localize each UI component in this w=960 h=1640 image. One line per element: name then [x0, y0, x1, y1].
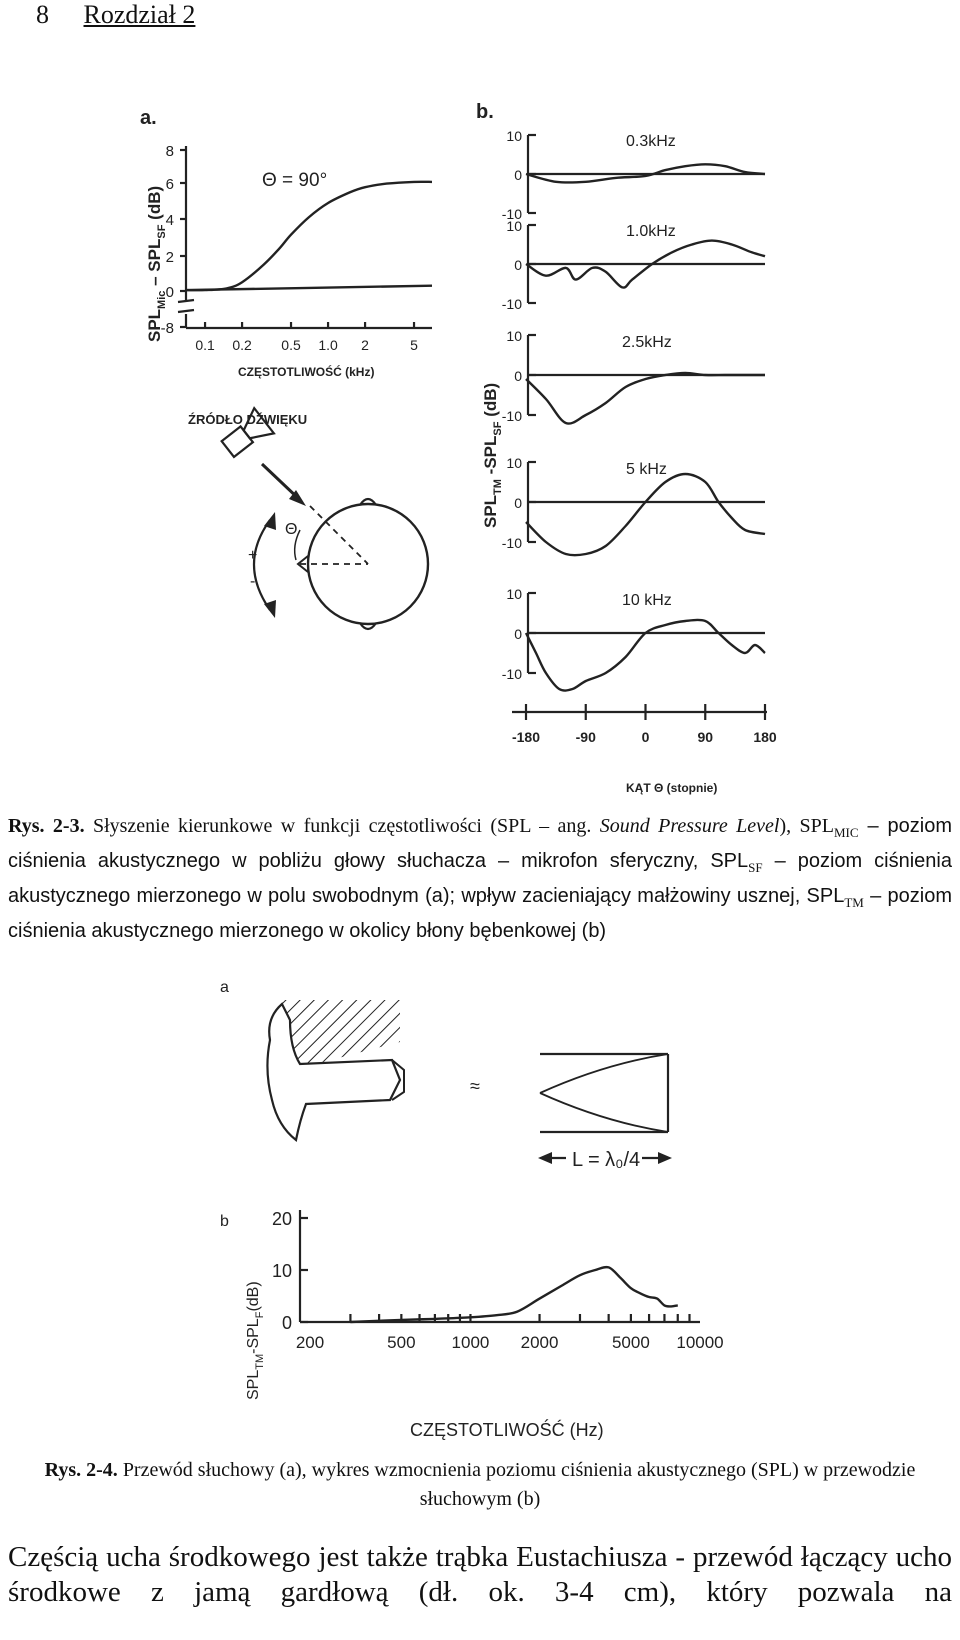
y-tick-label: 2 — [165, 249, 174, 266]
caption-text: Przewód słuchowy (a), wykres wzmocnienia poziomu ciśnienia akustycznego (SPL) w przewodzie słuchowym (b) — [117, 1459, 916, 1510]
y-tick-label: -10 — [501, 206, 522, 222]
panel-a-curves — [186, 182, 432, 290]
minus-sign: - — [250, 573, 256, 590]
chapter-title: Rozdział 2 — [83, 0, 196, 29]
x-tick-label: 10000 — [676, 1333, 724, 1352]
x-tick-label: 2 — [361, 337, 369, 353]
standing-wave-upper — [540, 1054, 668, 1093]
panel-a-label: a. — [140, 107, 157, 129]
frequency-label: 10 kHz — [622, 592, 672, 609]
panel-a-xlabel: CZĘSTOTLIWOŚĆ (kHz) — [238, 365, 375, 379]
fig24-curves — [350, 1267, 677, 1322]
theta-symbol: Θ — [285, 521, 298, 538]
y-tick-label: -10 — [501, 408, 522, 424]
y-tick-label: 6 — [165, 176, 174, 193]
y-tick-label: -10 — [501, 535, 522, 551]
figure-2-3-caption — [8, 812, 952, 946]
fig23-panel-b — [476, 101, 777, 795]
frequency-label: 2.5kHz — [622, 334, 672, 351]
x-tick-label: 200 — [295, 1333, 325, 1352]
x-tick-label: 0.2 — [232, 337, 252, 353]
page-number: 8 — [36, 0, 49, 29]
caption-text-5: – poziom ciśnienia akustycznego mierzonego w okolicy błony bębenkowej (b) — [8, 885, 952, 942]
panel-b-label: b. — [476, 101, 494, 123]
y-tick-label: -10 — [501, 296, 522, 312]
fig24-panel-a-label: a — [220, 979, 229, 996]
x-tick-label: 5000 — [611, 1333, 650, 1352]
panel-a-ylabel: $SPL_{Mic} - SPL_{SF}$ (dB) — [145, 185, 168, 342]
fig24-panel-b — [220, 1209, 724, 1440]
x-tick-label: -90 — [575, 729, 596, 745]
caption-sub-tm: TM — [844, 895, 864, 910]
fig24-panel-b-ylabel: $SPL_{TM}-SPL_F(dB)$ — [245, 1281, 266, 1400]
length-label: L = λ₀/4 — [572, 1149, 641, 1171]
axis-break-mark — [178, 300, 194, 312]
fig23-panel-a — [140, 107, 432, 379]
subplot-0.3khz — [502, 128, 765, 222]
arrow-left-icon — [538, 1152, 552, 1164]
sound-source-label: ŹRÓDŁO DŹWIĘKU — [188, 412, 308, 427]
y-tick-label: 0 — [514, 626, 522, 642]
y-tick-label: 10 — [506, 455, 522, 471]
x-tick-label: 1.0 — [318, 337, 338, 353]
y-tick-label: 10 — [506, 328, 522, 344]
y-tick-label: 20 — [271, 1209, 292, 1229]
y-tick-label: 8 — [165, 143, 174, 160]
x-tick-label: -180 — [511, 729, 541, 745]
caption-text-1: Słyszenie kierunkowe w funkcji częstotliwości (SPL – ang. — [84, 815, 600, 837]
directional-curve — [526, 373, 765, 424]
incidence-line — [310, 506, 368, 564]
frequency-label: 0.3kHz — [626, 133, 676, 150]
caption-italic: Sound Pressure Level — [599, 815, 780, 837]
body-paragraph: Częścią ucha środkowego jest także trąbka Eustachiusza - przewód łączący ucho środkowe z jamą gardłową (dł. ok. 3-4 cm), który pozwala na — [8, 1541, 952, 1608]
y-tick-label: 0 — [514, 495, 522, 511]
standing-wave-lower — [540, 1093, 668, 1132]
plus-sign: + — [248, 547, 258, 564]
rotation-arc — [254, 520, 270, 610]
caption-label: Rys. 2-3. — [8, 815, 85, 837]
caption-text-2: ), SPL — [779, 815, 834, 837]
x-tick-label: 1000 — [451, 1333, 490, 1352]
directional-curve — [526, 620, 765, 691]
fig24-axes — [272, 1209, 724, 1352]
frequency-label: 1.0kHz — [626, 223, 676, 240]
x-tick-label: 0 — [641, 729, 650, 745]
fig24-panel-b-label: b — [220, 1213, 229, 1230]
gain-curve — [350, 1267, 677, 1322]
sound-source-diagram — [188, 408, 428, 629]
x-tick-label: 0.5 — [281, 337, 301, 353]
fig24-xlabel: CZĘSTOTLIWOŚĆ (Hz) — [410, 1420, 604, 1440]
figure-2-4-caption — [8, 1456, 952, 1514]
frequency-label: 5 kHz — [626, 461, 667, 478]
caption-label: Rys. 2-4. — [44, 1459, 118, 1481]
directional-curve — [526, 474, 765, 555]
y-tick-label: 0 — [514, 167, 522, 183]
y-tick-label: 10 — [506, 218, 522, 234]
x-tick-label: 500 — [387, 1333, 416, 1352]
theta-annotation: Θ = 90° — [262, 170, 328, 191]
caption-sub-sf: SF — [748, 860, 763, 875]
caption-text-4: – poziom ciśnienia akustycznego mierzonego w polu swobodnym (a); wpływ zacieniający małżowiny usznej, SPL — [8, 850, 952, 907]
y-tick-label: 4 — [165, 212, 174, 229]
subplot-2.5khz — [502, 328, 765, 424]
figure-2-3 — [0, 0, 960, 800]
subplot-10khz — [502, 586, 765, 691]
y-tick-label: 10 — [271, 1261, 292, 1281]
panel-b-ylabel: $SPL_{TM}$ $-SPL_{SF}$ (dB) — [481, 382, 504, 528]
y-tick-label: -8 — [160, 320, 174, 337]
y-tick-label: -10 — [501, 666, 522, 682]
arrow-right-icon — [658, 1152, 672, 1164]
y-tick-label: 0 — [514, 368, 522, 384]
x-tick-label: 0.1 — [195, 337, 215, 353]
caption-sub-mic: MIC — [833, 825, 859, 840]
caption-text-3: – poziom ciśnienia akustycznego w pobliżu głowy słuchacza – mikrofon sferyczny, SPL — [8, 815, 953, 872]
response-curve — [186, 182, 432, 290]
y-tick-label: 0 — [514, 257, 522, 273]
subplot-1.0khz — [502, 218, 765, 312]
y-tick-label: 0 — [281, 1313, 292, 1333]
y-tick-label: 10 — [506, 128, 522, 144]
subplot-5khz — [502, 455, 765, 555]
x-tick-label: 2000 — [520, 1333, 559, 1352]
figure-2-4 — [0, 960, 960, 1440]
approx-symbol: ≈ — [470, 1076, 480, 1096]
panel-b-xaxis — [512, 704, 777, 745]
x-tick-label: 180 — [753, 729, 777, 745]
y-tick-label: 0 — [165, 284, 174, 301]
y-tick-label: 10 — [506, 586, 522, 602]
panel-b-xlabel: KĄT Θ (stopnie) — [626, 781, 718, 795]
panel-b-subplots — [502, 128, 765, 691]
x-tick-label: 5 — [410, 337, 418, 353]
fig24-panel-a — [220, 979, 672, 1171]
x-tick-label: 90 — [697, 729, 714, 745]
